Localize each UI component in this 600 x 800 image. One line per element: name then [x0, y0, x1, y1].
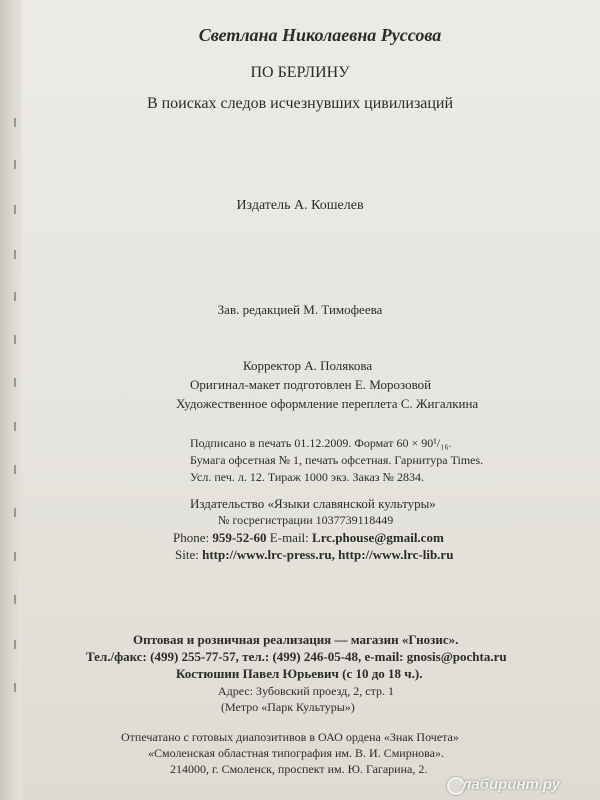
credit-line: Оригинал-макет подготовлен Е. Морозовой [190, 377, 432, 392]
email-label: E-mail: [269, 530, 309, 545]
binding-stitch [14, 250, 16, 259]
binding-stitch [14, 595, 16, 604]
binding-stitch [14, 335, 16, 344]
binding-stitch [14, 205, 16, 214]
retail-phones: Тел./факс: (499) 255-77-57, тел.: (499) 246-05-48, e-mail: gnosis@pochta.ru [86, 649, 507, 664]
retail-line: Оптовая и розничная реализация — магазин «Гнозис». [133, 632, 459, 647]
retail-metro: (Метро «Парк Культуры») [221, 700, 355, 714]
publisher-line: Издатель А. Кошелев [236, 198, 364, 213]
registration-number: № госрегистрации 1037739118449 [218, 513, 394, 527]
phone-number: 959-52-60 [212, 530, 267, 545]
retail-contact-person: Костюшин Павел Юрьевич (с 10 до 18 ч.). [176, 666, 423, 681]
binding-stitch [14, 422, 16, 431]
binding-stitch [14, 465, 16, 474]
editor-line: Зав. редакцией М. Тимофеева [217, 302, 383, 317]
credit-line: Корректор А. Полякова [243, 358, 373, 373]
publishing-house-name: Издательство «Языки славянской культуры» [190, 496, 436, 511]
binding-stitch [14, 640, 16, 649]
binding-stitch [14, 378, 16, 387]
credit-line: Художественное оформление переплета С. Жигалкина [176, 396, 479, 411]
watermark: лабиринт.ру [462, 776, 560, 793]
binding-stitch [14, 118, 16, 127]
print-info-line: Бумага офсетная № 1, печать офсетная. Гарнитура Times. [190, 453, 484, 467]
site-label: Site: [175, 547, 199, 562]
binding-stitch [14, 160, 16, 169]
page-binding [0, 0, 22, 800]
email-address: Lrc.phouse@gmail.com [312, 530, 444, 545]
printer-line: «Смоленская областная типография им. В. И. Смирнова». [148, 746, 444, 760]
book-subtitle: В поисках следов исчезнувших цивилизаций [146, 95, 454, 112]
binding-stitch [14, 552, 16, 561]
retail-address: Адрес: Зубовский проезд, 2, стр. 1 [218, 684, 394, 698]
print-info-line: Подписано в печать 01.12.2009. Формат 60 × 90¹/₁₆. [190, 436, 452, 450]
site-line [175, 547, 453, 563]
printer-line: Отпечатано с готовых диапозитивов в ОАО ордена «Знак Почета» [121, 730, 459, 744]
phone-label: Phone: [173, 530, 210, 545]
book-title: ПО БЕРЛИНУ [250, 64, 350, 81]
binding-stitch [14, 292, 16, 301]
printer-line: 214000, г. Смоленск, проспект им. Ю. Гагарина, 2. [170, 762, 428, 776]
site-urls: http://www.lrc-press.ru, http://www.lrc-lib.ru [202, 547, 454, 562]
binding-stitch [14, 508, 16, 517]
binding-stitch [14, 683, 16, 692]
author-name: Светлана Николаевна Руссова [198, 25, 442, 45]
contact-line [173, 530, 444, 546]
print-info-line: Усл. печ. л. 12. Тираж 1000 экз. Заказ № 2834. [190, 470, 424, 484]
